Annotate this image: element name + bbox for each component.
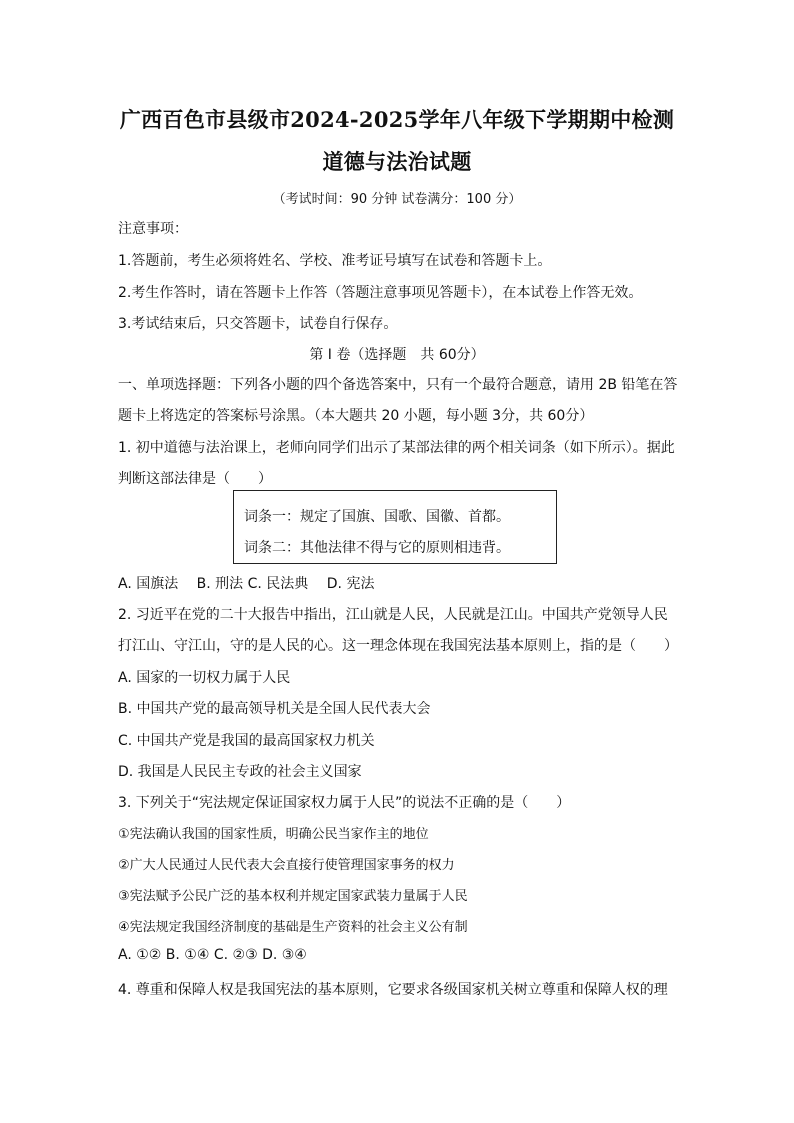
question-3-item: ②广大人民通过人民代表大会直接行使管理国家事务的权力 — [118, 858, 455, 873]
question-2-stem: 打江山、守江山，守的是人民的心。这一理念体现在我国宪法基本原则上，指的是（ ） — [118, 638, 678, 654]
question-1-options: A. 国旗法 B. 刑法 C. 民法典 D. 宪法 — [118, 576, 375, 592]
notice-heading: 注意事项： — [118, 221, 188, 237]
notice-item: 3.考试结束后，只交答题卡，试卷自行保存。 — [118, 316, 398, 332]
question-1-stem: 1. 初中道德与法治课上，老师向同学们出示了某部法律的两个相关词条（如下所示）。据此 — [118, 440, 675, 456]
exam-subject-title: 道德与法治试题 — [322, 149, 472, 174]
section-title: 第 I 卷（选择题 共 60分） — [309, 347, 485, 363]
question-1-entry-box — [233, 490, 557, 564]
question-3-item: ④宪法规定我国经济制度的基础是生产资料的社会主义公有制 — [118, 920, 468, 935]
exam-title: 广西百色市县级市2024-2025学年八年级下学期期中检测 — [119, 107, 675, 132]
question-2-option-d: D. 我国是人民民主专政的社会主义国家 — [118, 764, 362, 780]
entry-two: 词条二：其他法律不得与它的原则相违背。 — [244, 540, 510, 556]
question-3-item: ③宪法赋予公民广泛的基本权利并规定国家武装力量属于人民 — [118, 889, 468, 904]
question-3-item: ①宪法确认我国的国家性质，明确公民当家作主的地位 — [118, 827, 429, 842]
question-1-stem: 判断这部法律是（ ） — [118, 471, 272, 487]
exam-info: （考试时间：90 分钟 试卷满分：100 分） — [272, 192, 522, 207]
question-2-option-c: C. 中国共产党是我国的最高国家权力机关 — [118, 733, 375, 749]
question-2-stem: 2. 习近平在党的二十大报告中指出，江山就是人民，人民就是江山。中国共产党领导人民 — [118, 607, 668, 623]
notice-item: 2.考生作答时，请在答题卡上作答（答题注意事项见答题卡），在本试卷上作答无效。 — [118, 285, 643, 301]
question-2-option-b: B. 中国共产党的最高领导机关是全国人民代表大会 — [118, 701, 431, 717]
section-instruction: 题卡上将选定的答案标号涂黑。（本大题共 20 小题，每小题 3分，共 60分） — [118, 408, 594, 424]
question-2-option-a: A. 国家的一切权力属于人民 — [118, 670, 291, 686]
question-3-options: A. ①② B. ①④ C. ②③ D. ③④ — [118, 947, 307, 963]
section-instruction: 一、单项选择题：下列各小题的四个备选答案中，只有一个最符合题意，请用 2B 铅笔在答 — [118, 377, 678, 393]
question-3-stem: 3. 下列关于“宪法规定保证国家权力属于人民”的说法不正确的是（ ） — [118, 795, 571, 811]
question-4-stem: 4. 尊重和保障人权是我国宪法的基本原则，它要求各级国家机关树立尊重和保障人权的理 — [118, 982, 668, 998]
notice-item: 1.答题前，考生必须将姓名、学校、准考证号填写在试卷和答题卡上。 — [118, 253, 552, 269]
entry-one: 词条一：规定了国旗、国歌、国徽、首都。 — [244, 509, 510, 525]
